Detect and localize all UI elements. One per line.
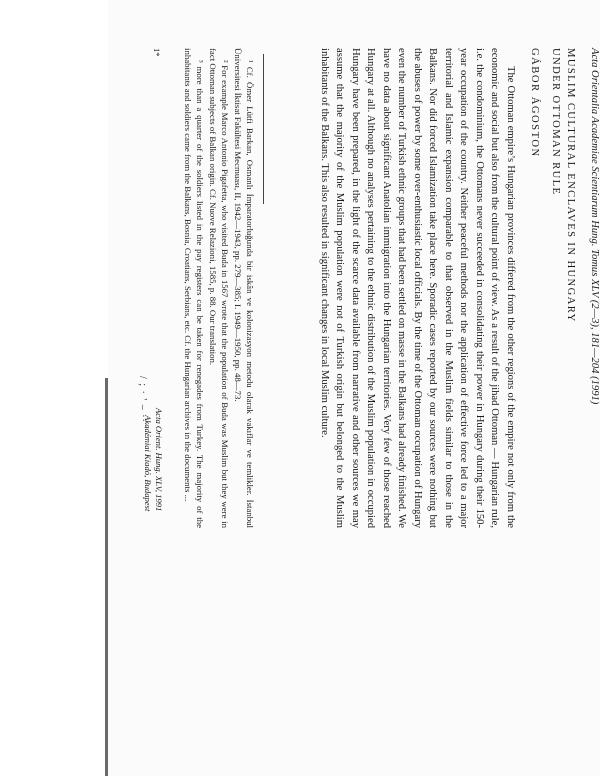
article-title-line-1: MUSLIM CULTURAL ENCLAVES IN HUNGARY: [565, 48, 576, 323]
body-paragraph: The Ottoman empire’s Hungarian provinces differed from the other regions of the empire not only from the economic and social but also from the cultural point of view. As a result of the jihad Ottoman — Hungarian rule, i.e. the condominium, the Ottomans never succeeded in consolidating their power in Hungary during their 150-year occupation of the country. Neither peaceful methods nor the application of effective force led to a major territorial and Islamic expansion comparable to that observed in the Muslim fields similar to those in the Balkans. Nor did forced Islamization take place here. Sporadic cases reported by our sources were nothing but the abuses of power by some over-enthusiastic local officials. By the time of the Ottoman occupation of Hungary even the number of Turkish ethnic groups that had been settled on masse in the Balkans had already finished. We have no data about significant Anatolian immigration into the Hungarian territories. Very few of those reached Hungary at all. Although no analyses pertaining to the ethnic distribution of the Muslim population in occupied Hungary have been prepared, in the light of the scarce data available from narrative and other sources we may assume that the majority of the Muslim population were not of Turkish origin but belonged to the Muslim inhabitants of the Balkans. This also resulted in significant changes in local Muslim culture.: [319, 48, 516, 528]
handwritten-marks: / ; · ' – ·· ' ⁻: [137, 376, 148, 439]
footnote-2: ² For example Marco Antonio Pigafetta, who visited Buda in 1567 wrote that the population of Buda was Muslim but they were in fact Ottoman subjects of Balkan origin. Cf. Nuove Relazioni, 1585, p. 88. Our translation.: [208, 48, 230, 528]
footnote-3: ³ more than a quarter of the soldiers listed in the pay registers can be taken for renegades from Turkey. The majority of the inhabitants and soldiers came from the Balkans, Bosnia, Croatians, Serbians, etc. Cf. the Hungarian archives in the documents ...: [183, 48, 205, 528]
footnote-1: ¹ Cf. Ömer Lütfi Barkan, Osmanlı İmparatorluğunda bir iskân ve kolonizasyon metodu olarak vakıflar ve temlikler. İstanbul Üniversitesi İktisat Fakültesi Mecmuası, II, 1942—1943, pp. 279—385; I. 1949—1950, pp. 48—73.: [233, 48, 255, 528]
rotated-page-content: [140, 48, 600, 588]
page-fold-line: [105, 378, 108, 776]
colophon-line-1: Acta Orient. Hung. XLV, 1991: [154, 408, 164, 512]
article-title-line-2: UNDER OTTOMAN RULE: [550, 48, 561, 196]
footnotes: [181, 48, 256, 528]
article-body: [317, 48, 519, 528]
page-number: 1*: [152, 48, 162, 57]
footnote-separator: [263, 54, 264, 204]
article-author: GÁBOR ÁGOSTON: [529, 48, 540, 158]
colophon-line-2: Akadémiai Kiadó, Budapest: [143, 415, 153, 512]
journal-header: Acta Orientalia Academiae Scientiarum Hung. Tomus XLV (2—3), 181—204 (1991): [589, 48, 600, 405]
